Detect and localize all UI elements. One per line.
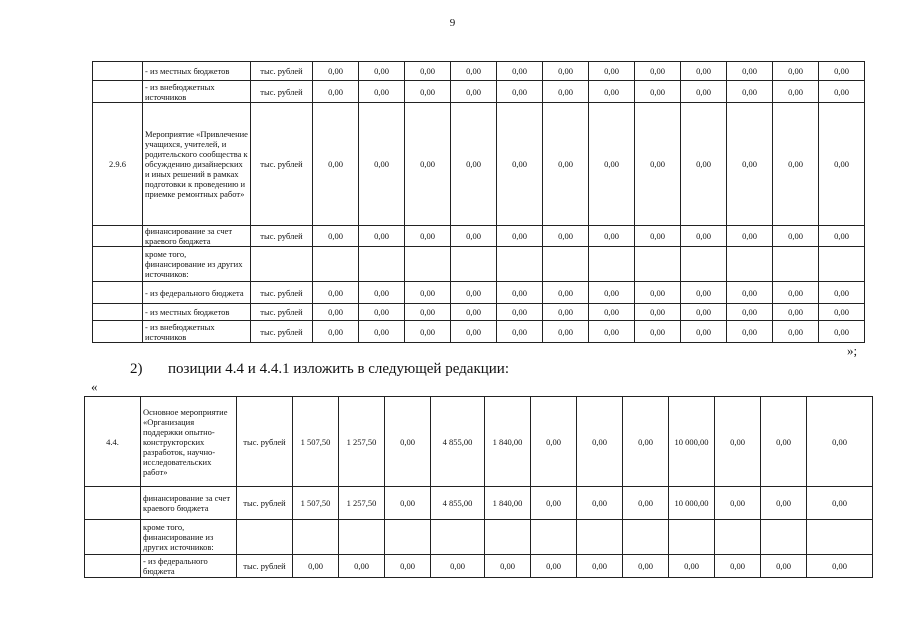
value-cell xyxy=(727,247,773,282)
table-row xyxy=(93,304,865,321)
value-cell: 4 855,00 xyxy=(431,487,485,520)
row-number-cell xyxy=(93,304,143,321)
value-cell: 0,00 xyxy=(773,103,819,226)
value-cell xyxy=(635,247,681,282)
value-cell: 0,00 xyxy=(589,304,635,321)
unit-cell: тыс. рублей xyxy=(251,226,313,247)
value-cell xyxy=(405,247,451,282)
value-cell: 0,00 xyxy=(405,304,451,321)
value-cell: 0,00 xyxy=(359,226,405,247)
row-name-cell: кроме того, финансирование из других источников: xyxy=(143,247,251,282)
budget-table-upper xyxy=(92,61,865,343)
value-cell: 0,00 xyxy=(773,226,819,247)
value-cell: 0,00 xyxy=(727,103,773,226)
value-cell: 0,00 xyxy=(451,103,497,226)
value-cell: 0,00 xyxy=(313,282,359,304)
value-cell: 0,00 xyxy=(313,62,359,81)
value-cell: 0,00 xyxy=(359,81,405,103)
unit-cell: тыс. рублей xyxy=(237,487,293,520)
row-name-cell: - из федерального бюджета xyxy=(143,282,251,304)
value-cell: 1 840,00 xyxy=(485,487,531,520)
value-cell: 0,00 xyxy=(773,81,819,103)
value-cell: 1 507,50 xyxy=(293,397,339,487)
value-cell: 0,00 xyxy=(623,397,669,487)
value-cell: 10 000,00 xyxy=(669,397,715,487)
value-cell: 1 257,50 xyxy=(339,397,385,487)
value-cell: 0,00 xyxy=(385,397,431,487)
value-cell: 0,00 xyxy=(635,282,681,304)
value-cell: 0,00 xyxy=(485,555,531,578)
table-row xyxy=(93,81,865,103)
value-cell: 0,00 xyxy=(635,304,681,321)
value-cell: 0,00 xyxy=(761,397,807,487)
value-cell: 0,00 xyxy=(623,487,669,520)
value-cell: 0,00 xyxy=(531,555,577,578)
row-number-cell xyxy=(93,62,143,81)
unit-cell: тыс. рублей xyxy=(251,81,313,103)
value-cell: 0,00 xyxy=(577,487,623,520)
value-cell: 0,00 xyxy=(451,62,497,81)
row-number-cell xyxy=(93,81,143,103)
value-cell xyxy=(715,520,761,555)
value-cell: 0,00 xyxy=(681,103,727,226)
value-cell: 0,00 xyxy=(589,282,635,304)
row-name-cell: - из федерального бюджета xyxy=(141,555,237,578)
value-cell: 0,00 xyxy=(313,321,359,343)
value-cell: 0,00 xyxy=(773,62,819,81)
value-cell: 0,00 xyxy=(635,321,681,343)
value-cell: 1 507,50 xyxy=(293,487,339,520)
value-cell xyxy=(339,520,385,555)
unit-cell: тыс. рублей xyxy=(251,282,313,304)
value-cell: 0,00 xyxy=(589,81,635,103)
value-cell xyxy=(531,520,577,555)
value-cell: 0,00 xyxy=(339,555,385,578)
value-cell: 0,00 xyxy=(313,226,359,247)
row-name-cell: - из внебюджетных источников xyxy=(143,81,251,103)
value-cell: 0,00 xyxy=(543,226,589,247)
value-cell: 0,00 xyxy=(589,62,635,81)
unit-cell: тыс. рублей xyxy=(251,62,313,81)
value-cell: 0,00 xyxy=(451,226,497,247)
value-cell xyxy=(589,247,635,282)
value-cell: 0,00 xyxy=(819,81,865,103)
value-cell: 0,00 xyxy=(623,555,669,578)
value-cell xyxy=(773,247,819,282)
value-cell: 0,00 xyxy=(681,81,727,103)
value-cell: 0,00 xyxy=(497,81,543,103)
value-cell: 0,00 xyxy=(497,304,543,321)
value-cell: 0,00 xyxy=(451,81,497,103)
value-cell: 0,00 xyxy=(727,304,773,321)
page-number: 9 xyxy=(449,17,456,29)
value-cell: 4 855,00 xyxy=(431,397,485,487)
value-cell: 0,00 xyxy=(681,304,727,321)
value-cell xyxy=(485,520,531,555)
value-cell xyxy=(431,520,485,555)
value-cell: 0,00 xyxy=(405,282,451,304)
value-cell xyxy=(359,247,405,282)
value-cell: 0,00 xyxy=(761,487,807,520)
unit-cell: тыс. рублей xyxy=(251,103,313,226)
value-cell: 0,00 xyxy=(727,62,773,81)
value-cell: 0,00 xyxy=(497,321,543,343)
row-name-cell: Основное мероприятие «Организация поддержки опытно-конструкторских разработок, научно-исследовательских работ» xyxy=(141,397,237,487)
table-row xyxy=(93,282,865,304)
value-cell xyxy=(293,520,339,555)
row-number-cell: 2.9.6 xyxy=(93,103,143,226)
value-cell: 0,00 xyxy=(359,304,405,321)
value-cell: 0,00 xyxy=(807,555,873,578)
row-name-cell: - из местных бюджетов xyxy=(143,62,251,81)
value-cell: 0,00 xyxy=(543,304,589,321)
value-cell: 1 840,00 xyxy=(485,397,531,487)
row-number-cell xyxy=(85,555,141,578)
value-cell: 0,00 xyxy=(681,321,727,343)
value-cell: 0,00 xyxy=(451,321,497,343)
value-cell: 0,00 xyxy=(727,321,773,343)
value-cell: 0,00 xyxy=(451,282,497,304)
value-cell: 0,00 xyxy=(531,397,577,487)
value-cell: 0,00 xyxy=(589,226,635,247)
value-cell: 0,00 xyxy=(543,103,589,226)
table-row xyxy=(85,487,873,520)
value-cell xyxy=(385,520,431,555)
value-cell: 0,00 xyxy=(293,555,339,578)
value-cell xyxy=(543,247,589,282)
value-cell: 0,00 xyxy=(681,62,727,81)
row-number-cell xyxy=(85,487,141,520)
row-name-cell: - из местных бюджетов xyxy=(143,304,251,321)
value-cell: 0,00 xyxy=(715,555,761,578)
table-row xyxy=(85,555,873,578)
value-cell: 0,00 xyxy=(715,397,761,487)
value-cell: 0,00 xyxy=(531,487,577,520)
value-cell: 0,00 xyxy=(497,103,543,226)
value-cell: 0,00 xyxy=(405,226,451,247)
value-cell: 0,00 xyxy=(773,304,819,321)
value-cell xyxy=(761,520,807,555)
row-number-cell: 4.4. xyxy=(85,397,141,487)
value-cell: 0,00 xyxy=(773,282,819,304)
value-cell xyxy=(623,520,669,555)
table-row xyxy=(85,520,873,555)
row-name-cell: финансирование за счет краевого бюджета xyxy=(143,226,251,247)
value-cell xyxy=(451,247,497,282)
value-cell: 0,00 xyxy=(451,304,497,321)
value-cell: 0,00 xyxy=(359,282,405,304)
row-number-cell xyxy=(93,226,143,247)
value-cell: 0,00 xyxy=(543,62,589,81)
value-cell: 1 257,50 xyxy=(339,487,385,520)
table-row xyxy=(93,321,865,343)
closing-quote: »; xyxy=(847,343,858,358)
value-cell: 0,00 xyxy=(497,226,543,247)
table-row xyxy=(93,103,865,226)
value-cell: 0,00 xyxy=(819,304,865,321)
row-number-cell xyxy=(93,321,143,343)
value-cell: 0,00 xyxy=(727,282,773,304)
value-cell xyxy=(577,520,623,555)
value-cell: 0,00 xyxy=(807,397,873,487)
paragraph-text: позиции 4.4 и 4.4.1 изложить в следующей редакции: xyxy=(168,361,509,377)
value-cell: 0,00 xyxy=(819,62,865,81)
value-cell: 0,00 xyxy=(497,282,543,304)
unit-cell xyxy=(251,247,313,282)
value-cell: 0,00 xyxy=(405,103,451,226)
value-cell: 0,00 xyxy=(819,321,865,343)
value-cell: 0,00 xyxy=(359,62,405,81)
value-cell: 0,00 xyxy=(819,282,865,304)
value-cell: 0,00 xyxy=(819,226,865,247)
value-cell: 0,00 xyxy=(589,321,635,343)
row-number-cell xyxy=(93,282,143,304)
row-name-cell: - из внебюджетных источников xyxy=(143,321,251,343)
unit-cell: тыс. рублей xyxy=(251,304,313,321)
value-cell: 0,00 xyxy=(635,62,681,81)
value-cell: 0,00 xyxy=(773,321,819,343)
value-cell: 0,00 xyxy=(543,282,589,304)
value-cell: 0,00 xyxy=(635,103,681,226)
value-cell: 0,00 xyxy=(405,81,451,103)
value-cell: 0,00 xyxy=(727,226,773,247)
value-cell xyxy=(807,520,873,555)
value-cell: 0,00 xyxy=(635,81,681,103)
value-cell: 0,00 xyxy=(635,226,681,247)
opening-quote: « xyxy=(91,379,98,394)
table-row xyxy=(85,397,873,487)
value-cell xyxy=(681,247,727,282)
value-cell: 0,00 xyxy=(715,487,761,520)
value-cell: 0,00 xyxy=(431,555,485,578)
row-number-cell xyxy=(85,520,141,555)
value-cell: 0,00 xyxy=(405,321,451,343)
value-cell xyxy=(669,520,715,555)
value-cell: 0,00 xyxy=(669,555,715,578)
value-cell: 0,00 xyxy=(359,103,405,226)
value-cell: 0,00 xyxy=(819,103,865,226)
unit-cell: тыс. рублей xyxy=(237,397,293,487)
row-name-cell: финансирование за счет краевого бюджета xyxy=(141,487,237,520)
value-cell: 0,00 xyxy=(577,397,623,487)
value-cell: 0,00 xyxy=(577,555,623,578)
row-number-cell xyxy=(93,247,143,282)
value-cell: 0,00 xyxy=(681,226,727,247)
value-cell xyxy=(819,247,865,282)
value-cell: 0,00 xyxy=(313,304,359,321)
value-cell: 0,00 xyxy=(313,103,359,226)
value-cell: 10 000,00 xyxy=(669,487,715,520)
value-cell: 0,00 xyxy=(543,81,589,103)
paragraph-number: 2) xyxy=(130,361,143,377)
value-cell: 0,00 xyxy=(761,555,807,578)
value-cell: 0,00 xyxy=(497,62,543,81)
unit-cell: тыс. рублей xyxy=(251,321,313,343)
amendment-paragraph xyxy=(130,361,509,378)
value-cell: 0,00 xyxy=(589,103,635,226)
budget-table-lower xyxy=(84,396,873,578)
value-cell: 0,00 xyxy=(385,555,431,578)
value-cell: 0,00 xyxy=(807,487,873,520)
value-cell: 0,00 xyxy=(543,321,589,343)
value-cell xyxy=(497,247,543,282)
value-cell: 0,00 xyxy=(681,282,727,304)
table-row xyxy=(93,62,865,81)
table-row xyxy=(93,226,865,247)
row-name-cell: Мероприятие «Привлечение учащихся, учителей, и родительского сообщества к обсуждению дизайнерских и иных решений в рамках подготовки к проведению и приемке ремонтных работ» xyxy=(143,103,251,226)
value-cell: 0,00 xyxy=(727,81,773,103)
unit-cell: тыс. рублей xyxy=(237,555,293,578)
value-cell: 0,00 xyxy=(385,487,431,520)
value-cell xyxy=(313,247,359,282)
row-name-cell: кроме того, финансирование из других источников: xyxy=(141,520,237,555)
table-row xyxy=(93,247,865,282)
value-cell: 0,00 xyxy=(405,62,451,81)
unit-cell xyxy=(237,520,293,555)
value-cell: 0,00 xyxy=(359,321,405,343)
value-cell: 0,00 xyxy=(313,81,359,103)
